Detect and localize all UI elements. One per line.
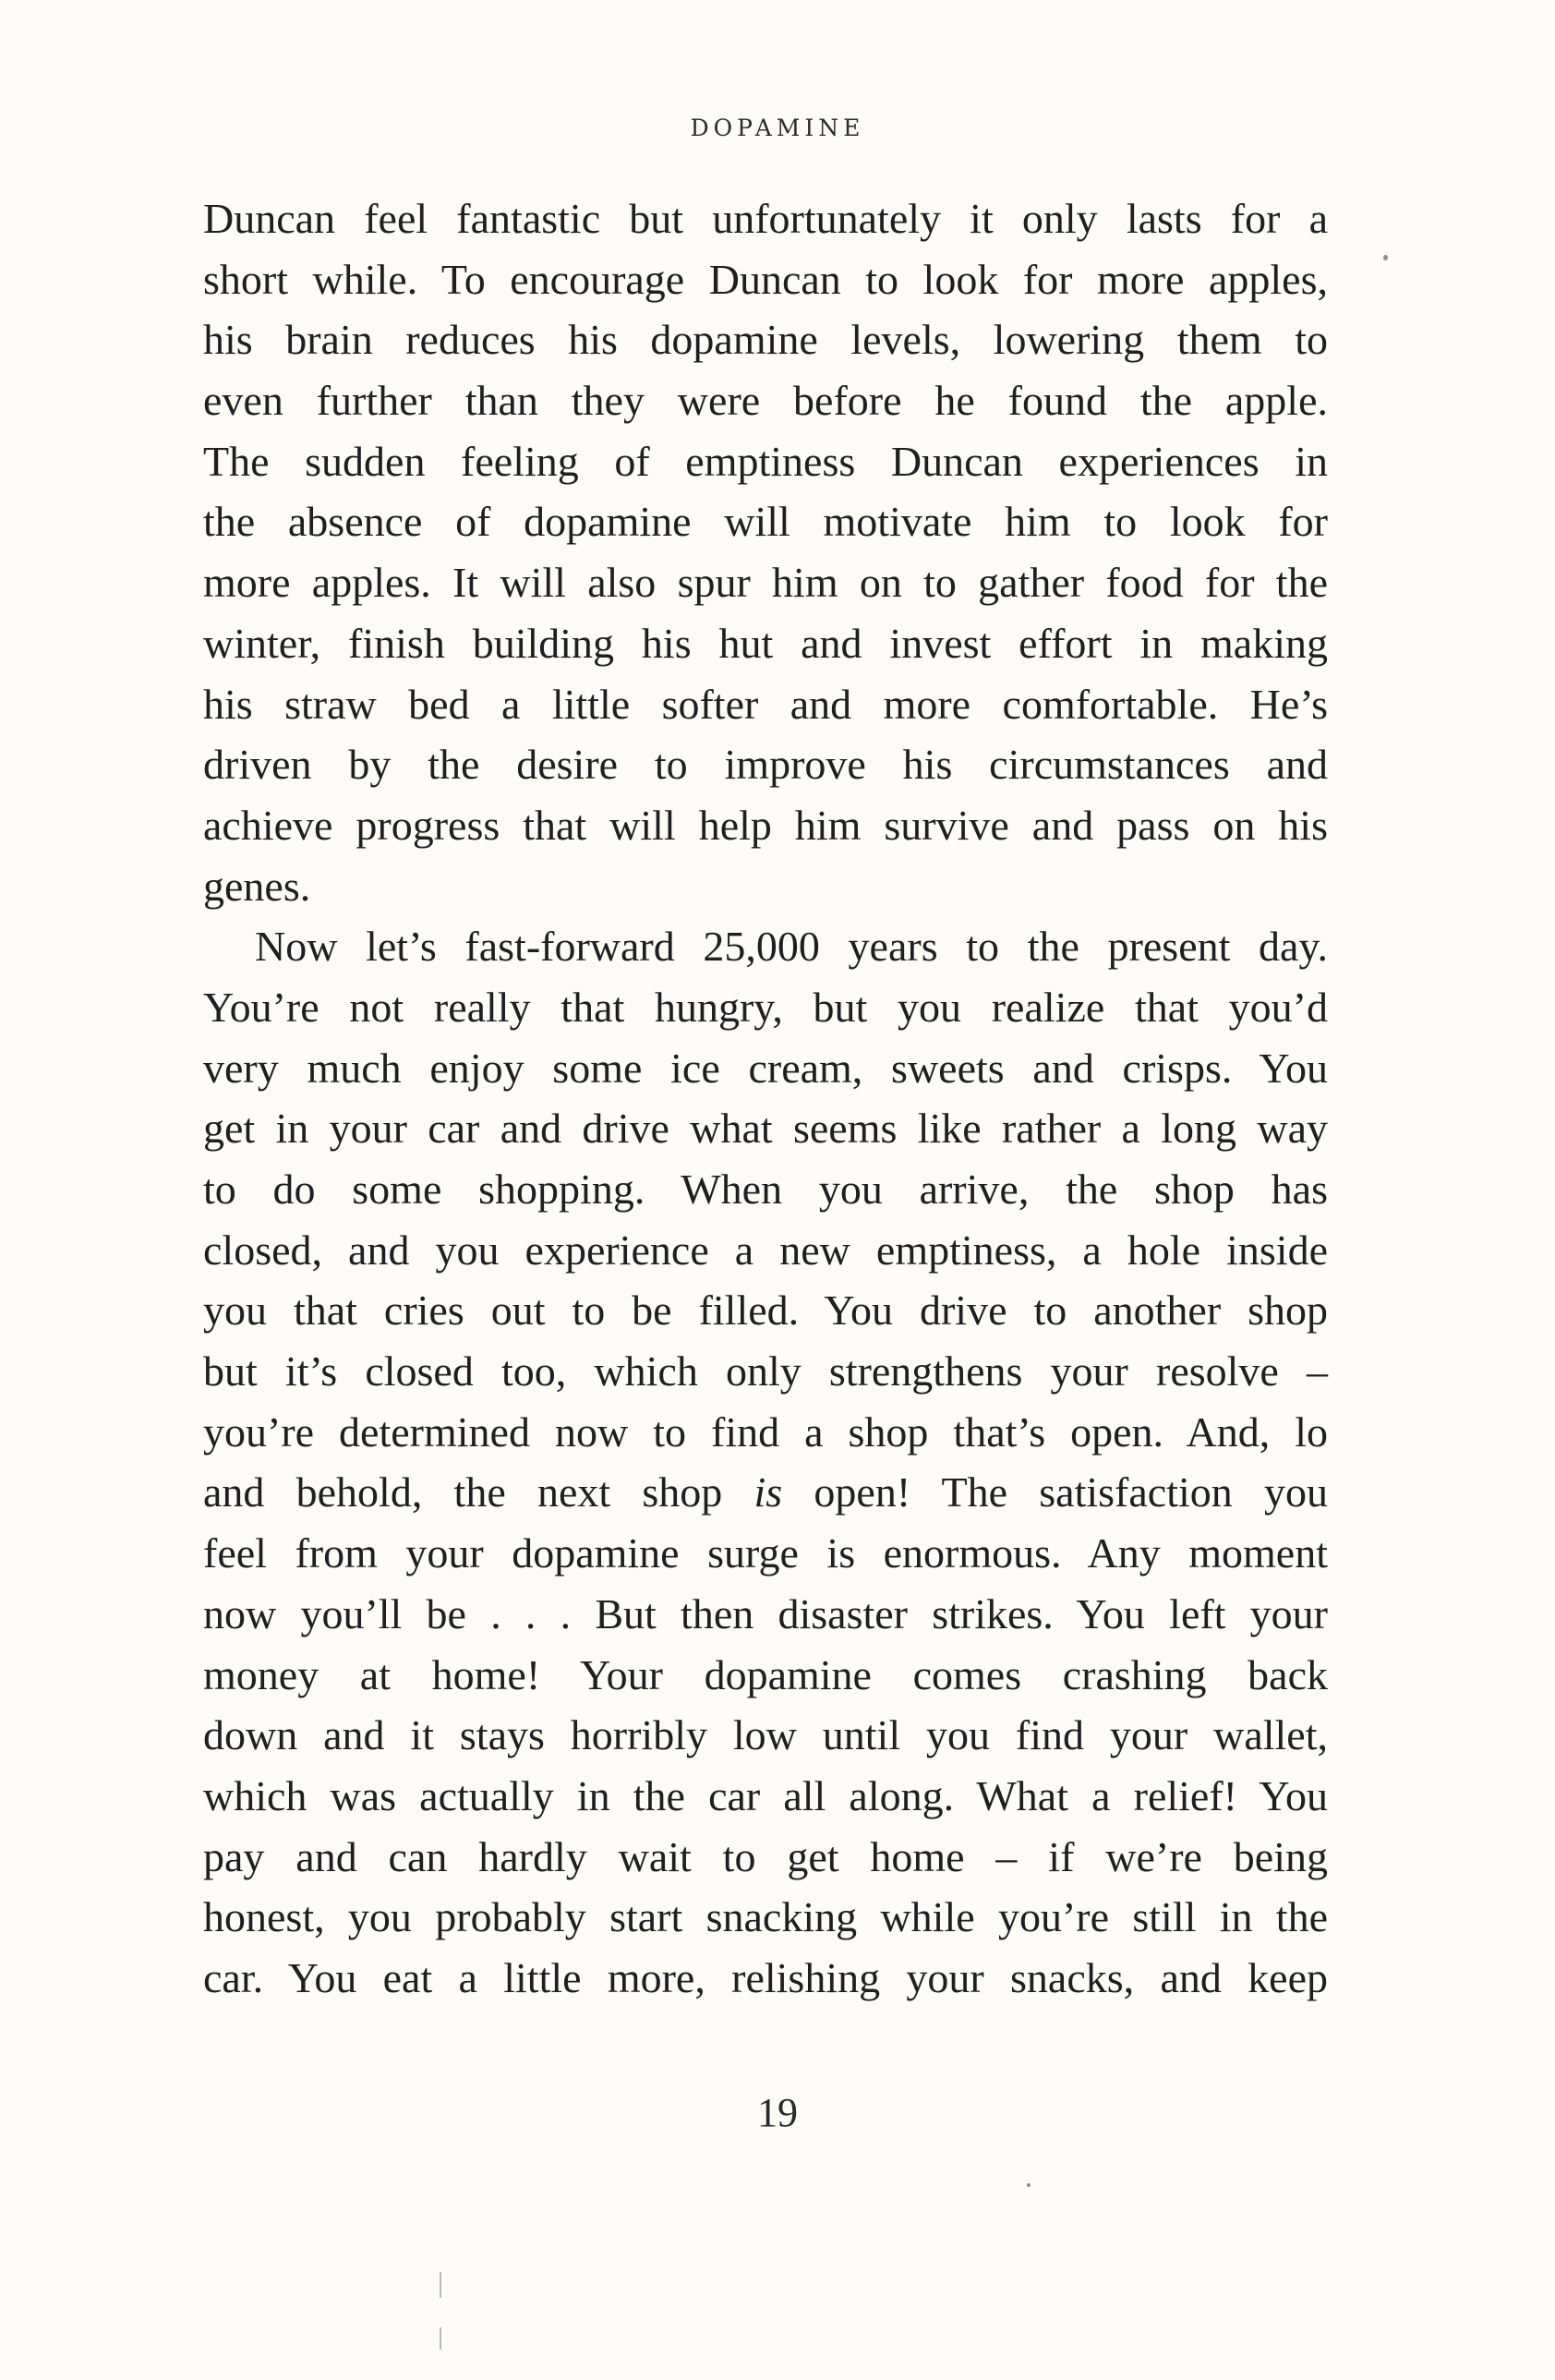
text-line: get in your car and drive what seems like rather a long way [203, 1105, 1328, 1153]
text-line: now you’ll be . . . But then disaster strikes. You left your [203, 1589, 1328, 1637]
text-line: closed, and you experience a new emptiness, a hole inside [203, 1226, 1328, 1274]
text-line: achieve progress that will help him survive and pass on his [203, 801, 1328, 849]
text-line: very much enjoy some ice cream, sweets and crisps. You [203, 1044, 1328, 1092]
text-line: the absence of dopamine will motivate him to look for [203, 498, 1328, 546]
text-line: down and it stays horribly low until you find your wallet, [203, 1711, 1328, 1759]
scan-speck [1383, 255, 1388, 260]
text-line: you that cries out to be filled. You drive to another shop [203, 1287, 1328, 1335]
text-line: his straw bed a little softer and more comfortable. He’s [203, 680, 1328, 728]
text-line-emphasis [203, 1462, 1328, 1523]
text-line: to do some shopping. When you arrive, the shop has [203, 1166, 1328, 1213]
text-line: short while. To encourage Duncan to look for more apples, [203, 255, 1328, 303]
text-segment: open! The satisfaction you [782, 1468, 1328, 1516]
text-line: money at home! Your dopamine comes crashing back [203, 1650, 1328, 1698]
text-line: but it’s closed too, which only strengthens your resolve – [203, 1347, 1328, 1395]
text-line: more apples. It will also spur him on to gather food for the [203, 559, 1328, 607]
text-line: Now let’s fast-forward 25,000 years to the present day. [255, 923, 1328, 971]
text-line: Duncan feel fantastic but unfortunately it only lasts for a [203, 195, 1328, 242]
scan-speck [1027, 2183, 1031, 2187]
emphasis-word: is [753, 1468, 783, 1516]
text-line: car. You eat a little more, relishing your snacks, and keep [203, 1953, 1328, 2001]
text-line: genes. [203, 862, 311, 910]
text-line: You’re not really that hungry, but you realize that you’d [203, 983, 1328, 1031]
text-segment: and behold, the next shop [203, 1468, 754, 1516]
text-line: feel from your dopamine surge is enormous. Any moment [203, 1529, 1328, 1577]
body-text [203, 188, 1328, 2009]
running-head: DOPAMINE [690, 115, 865, 141]
text-line: his brain reduces his dopamine levels, lowering them to [203, 316, 1328, 364]
text-line: even further than they were before he found the apple. [203, 377, 1328, 425]
page-number: 19 [757, 2090, 798, 2135]
text-line: The sudden feeling of emptiness Duncan experiences in [203, 437, 1328, 485]
text-line: which was actually in the car all along. What a relief! You [203, 1771, 1328, 1819]
text-line: winter, finish building his hut and invest effort in making [203, 619, 1328, 667]
text-line: driven by the desire to improve his circumstances and [203, 741, 1328, 789]
text-line: pay and can hardly wait to get home – if we’re being [203, 1832, 1328, 1880]
scan-mark [440, 2327, 441, 2350]
text-line: honest, you probably start snacking while you’re still in the [203, 1893, 1328, 1941]
text-line: you’re determined now to find a shop that’s open. And, lo [203, 1407, 1328, 1456]
scan-mark [440, 2272, 441, 2298]
